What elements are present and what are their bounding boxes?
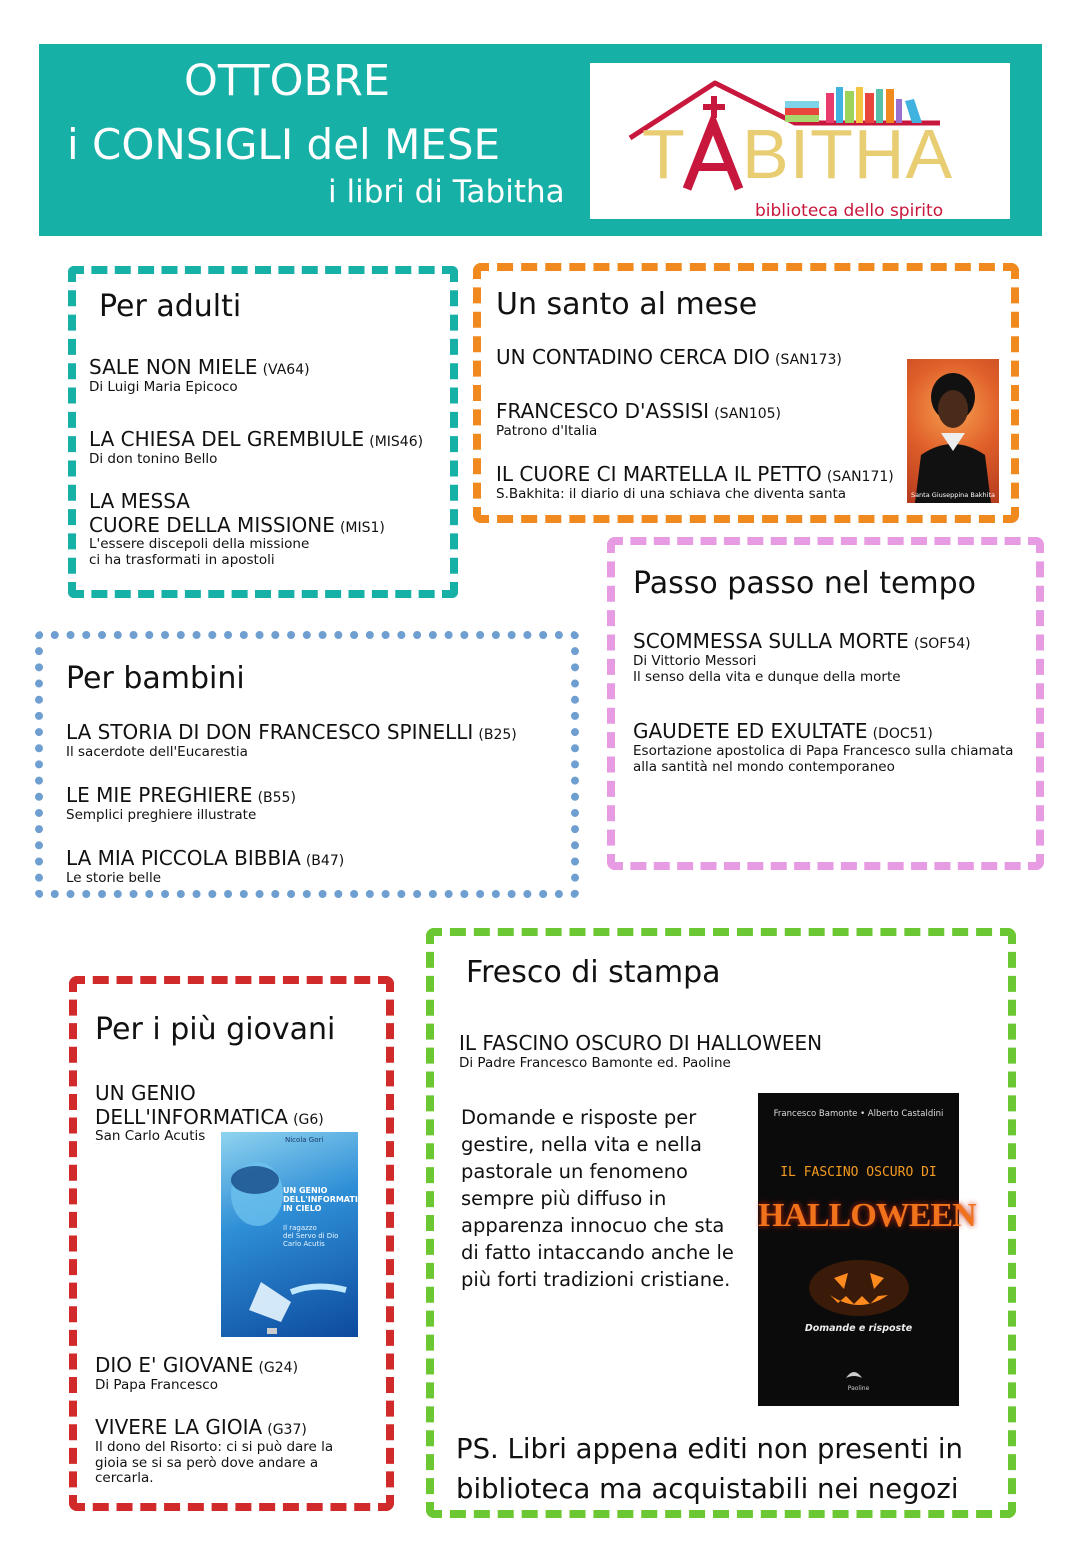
logo-letter-t: T	[642, 115, 685, 193]
genio-cover-author: Nicola Gori	[285, 1136, 324, 1144]
giovani-item-2: DIO E' GIOVANE (G24) Di Papa Francesco	[95, 1353, 299, 1393]
passo-section	[607, 537, 1044, 870]
adulti-item-2: LA CHIESA DEL GREMBIULE (MIS46) Di don tonino Bello	[89, 427, 424, 467]
fresco-ps-note: PS. Libri appena editi non presenti in biblioteca ma acquistabili nei negozi	[456, 1433, 963, 1505]
santo-section	[473, 263, 1019, 523]
bambini-section	[35, 631, 579, 898]
passo-title: Passo passo nel tempo	[633, 566, 977, 601]
adulti-section	[68, 266, 458, 598]
pumpkin-icon	[758, 1093, 976, 1406]
bambini-title: Per bambini	[66, 661, 245, 696]
genio-cover	[221, 1132, 370, 1337]
halloween-cover-publisher: Paoline	[847, 1385, 870, 1392]
adulti-title: Per adulti	[99, 289, 242, 324]
fresco-book-entry: IL FASCINO OSCURO DI HALLOWEEN Di Padre Francesco Bamonte ed. Paoline	[459, 1031, 823, 1071]
adulti-item-3: LA MESSA CUORE DELLA MISSIONE (MIS1) L'essere discepoli della missione ci ha trasformati in apostoli	[89, 489, 385, 569]
header-title: i CONSIGLI del MESE	[67, 120, 501, 169]
header-subtitle: i libri di Tabitha	[328, 174, 565, 210]
header-banner	[39, 44, 1042, 236]
saint-portrait-icon	[907, 359, 999, 503]
fresco-description: Domande e risposte per gestire, nella vita e nella pastorale un fenomeno sempre più diffuso in apparenza innocuo che sta di fatto intaccando anche le più forti tradizioni cristiane.	[461, 1106, 734, 1291]
fresco-title: Fresco di stampa	[466, 955, 721, 990]
fresco-section	[426, 928, 1016, 1518]
tabitha-logo	[590, 63, 1010, 219]
santo-item-3: IL CUORE CI MARTELLA IL PETTO (SAN171) S.Bakhita: il diario di una schiava che diventa santa	[496, 462, 894, 502]
halloween-cover-title-big: HALLOWEEN	[758, 1197, 976, 1234]
bambini-item-2: LE MIE PREGHIERE (B55) Semplici preghiere illustrate	[66, 783, 296, 823]
logo-letters-bitha: BITHA	[742, 115, 954, 193]
bakhita-portrait	[907, 359, 999, 503]
santo-item-2: FRANCESCO D'ASSISI (SAN105) Patrono d'Italia	[496, 399, 781, 439]
logo-subtitle: biblioteca dello spirito	[755, 201, 944, 221]
header-month: OTTOBRE	[184, 56, 391, 106]
bambini-item-1: LA STORIA DI DON FRANCESCO SPINELLI (B25) Il sacerdote dell'Eucarestia	[66, 720, 517, 760]
halloween-cover-authors: Francesco Bamonte • Alberto Castaldini	[773, 1109, 944, 1119]
adulti-item-1: SALE NON MIELE (VA64) Di Luigi Maria Epicoco	[89, 355, 310, 395]
logo-letter-a-icon	[683, 115, 743, 195]
passo-item-2: GAUDETE ED EXULTATE (DOC51) Esortazione apostolica di Papa Francesco sulla chiamata alla santità nel mondo contemporaneo	[633, 719, 1014, 775]
santo-title: Un santo al mese	[496, 287, 758, 322]
halloween-cover-title-small: IL FASCINO OSCURO DI	[780, 1165, 937, 1180]
genio-cover-title: UN GENIO DELL'INFORMATICA IN CIELO	[283, 1186, 370, 1213]
genio-cover-desc: Il ragazzo del Servo di Dio Carlo Acutis	[283, 1224, 339, 1249]
santo-item-1: UN CONTADINO CERCA DIO (SAN173)	[496, 345, 842, 369]
halloween-cover-subtitle: Domande e risposte	[804, 1323, 913, 1334]
halloween-cover	[758, 1093, 976, 1406]
bambini-item-3: LA MIA PICCOLA BIBBIA (B47) Le storie belle	[66, 846, 345, 886]
bakhita-caption: Santa Giuseppina Bakhita	[910, 491, 996, 499]
giovani-section	[69, 976, 394, 1511]
giovani-title: Per i più giovani	[95, 1012, 336, 1047]
giovani-item-1: UN GENIO DELL'INFORMATICA (G6) San Carlo Acutis	[95, 1081, 324, 1145]
passo-item-1: SCOMMESSA SULLA MORTE (SOF54) Di Vittorio Messori Il senso della vita e dunque della morte	[633, 629, 971, 685]
giovani-item-3: VIVERE LA GIOIA (G37) Il dono del Risorto: ci si può dare la gioia se si sa però dove andare a cercarla.	[95, 1415, 334, 1487]
